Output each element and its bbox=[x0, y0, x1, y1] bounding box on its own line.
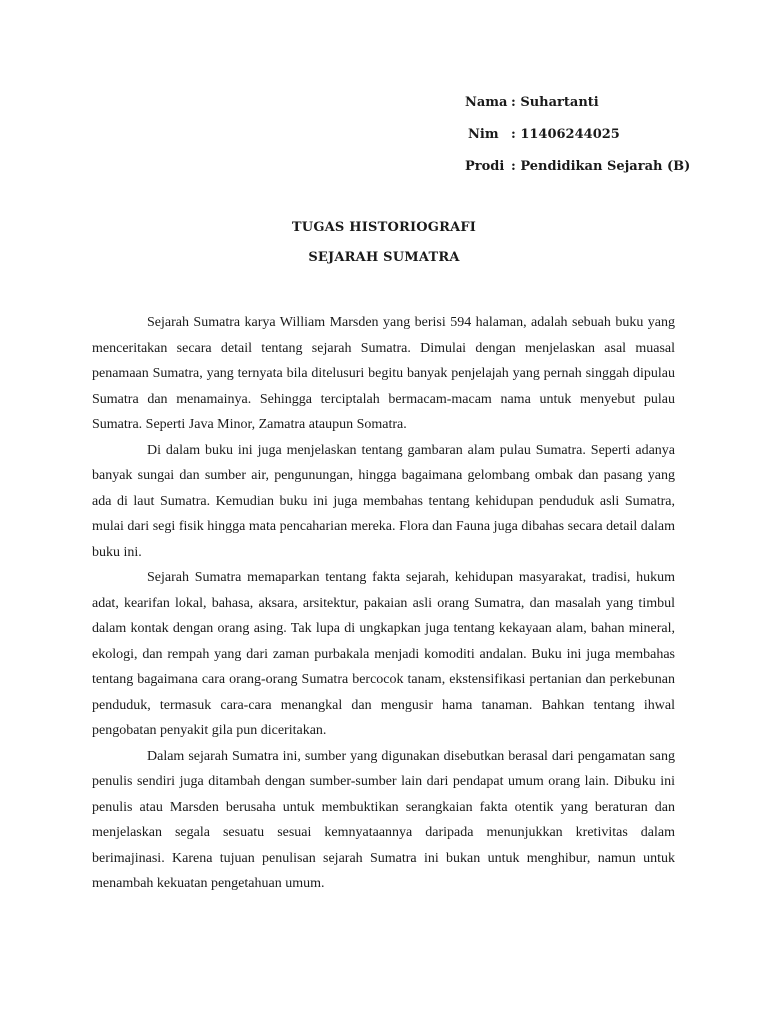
document-title: TUGAS HISTORIOGRAFI bbox=[291, 220, 477, 235]
paragraph: Sejarah Sumatra memaparkan tentang fakta sejarah, kehidupan masyarakat, tradisi, hukum adat, kearifan lokal, bahasa, aksara, arsitektur, pakaian asli orang Sumatra, dan masalah yang timbul dalam kontak dengan orang asing. Tak lupa di ungkapkan juga tentang kekayaan alam, bahan mineral, ekologi, dan rempah yang dari zaman purbakala menjadi komoditi andalan. Buku ini juga membahas tentang bagaimana cara orang-orang Sumatra bercocok tanam, ekstensifikasi pertanian dan perkebunan penduduk, termasuk cara-cara menangkal dan mengusir hama tanaman. Bahkan tentang ihwal pengobatan penyakit gila pun diceritakan. bbox=[92, 570, 675, 738]
prodi-row bbox=[465, 151, 690, 183]
nim-label: Nim bbox=[468, 127, 499, 142]
paragraph: Di dalam buku ini juga menjelaskan tentang gambaran alam pulau Sumatra. Seperti adanya banyak sungai dan sumber air, pengunungan, hingga bagaimana gelombang ombak dan pasang yang ada di laut Sumatra. Kemudian buku ini juga membahas tentang kehidupan penduduk asli Sumatra, mulai dari segi fisik hingga mata pencaharian mereka. Flora dan Fauna juga dibahas secara detail dalam buku ini. bbox=[92, 442, 675, 560]
document-body bbox=[92, 310, 675, 897]
student-info bbox=[465, 87, 690, 183]
nim-value: : 11406244025 bbox=[511, 127, 620, 142]
nim-row bbox=[465, 119, 690, 151]
name-row bbox=[465, 87, 690, 119]
name-value: : Suhartanti bbox=[511, 95, 599, 110]
document-subtitle: SEJARAH SUMATRA bbox=[308, 250, 460, 265]
paragraph: Sejarah Sumatra karya William Marsden yang berisi 594 halaman, adalah sebuah buku yang menceritakan secara detail tentang sejarah Sumatra. Dimulai dengan menjelaskan asal muasal penamaan Sumatra, yang ternyata bila ditelusuri begitu banyak penjelajah yang pernah singgah dipulau Sumatra dan menamainya. Sehingga terciptalah bermacam-macam nama untuk menyebut pulau Sumatra. Seperti Java Minor, Zamatra ataupun Somatra. bbox=[92, 315, 675, 432]
prodi-label: Prodi bbox=[465, 159, 505, 174]
paragraph: Dalam sejarah Sumatra ini, sumber yang digunakan disebutkan berasal dari pengamatan sang penulis sendiri juga ditambah dengan sumber-sumber lain dari pendapat umum orang lain. Dibuku ini penulis atau Marsden berusaha untuk membuktikan serangkaian fakta otentik yang beraturan dan menjelaskan segala sesuatu sesuai kemnyataannya daripada menunjukkan kretivitas dalam berimajinasi. Karena tujuan penulisan sejarah Sumatra ini bukan untuk menghibur, namun untuk menambah kekuatan pengetahuan umum. bbox=[92, 748, 675, 891]
prodi-value: : Pendidikan Sejarah (B) bbox=[511, 159, 691, 174]
name-label: Nama bbox=[465, 95, 508, 110]
title-block bbox=[0, 213, 768, 273]
